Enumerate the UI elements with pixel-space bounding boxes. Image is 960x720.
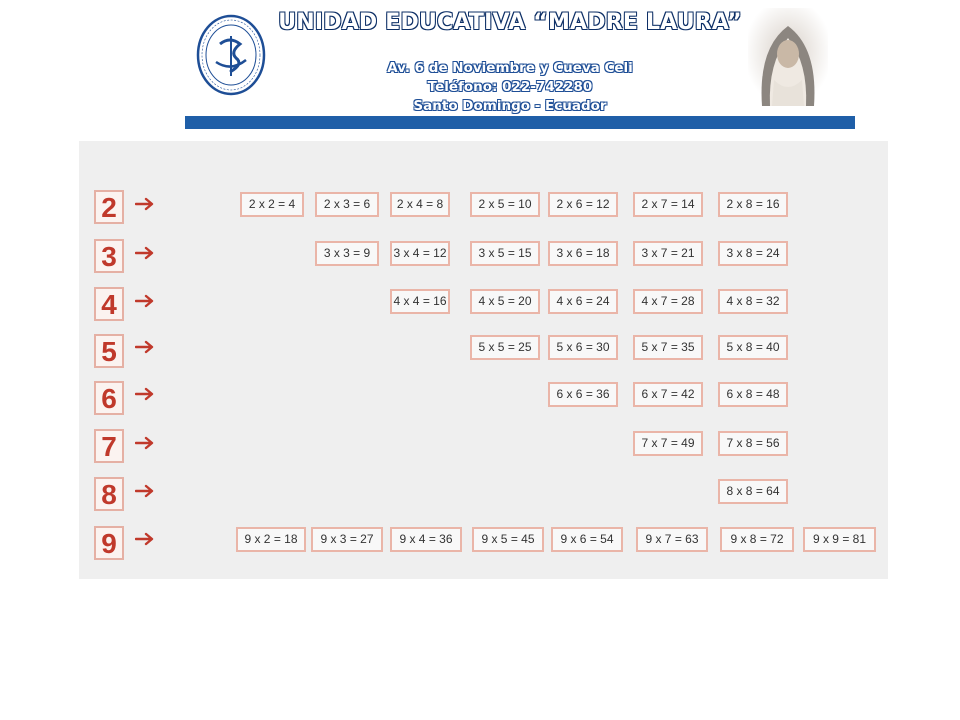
- row-number: 8: [94, 477, 124, 511]
- row-number: 3: [94, 239, 124, 273]
- product-cell: 5 x 7 = 35: [633, 335, 703, 360]
- school-city: Santo Domingo - Ecuador: [413, 98, 607, 114]
- product-cell: 4 x 8 = 32: [718, 289, 788, 314]
- product-cell: 2 x 7 = 14: [633, 192, 703, 217]
- product-cell: 5 x 6 = 30: [548, 335, 618, 360]
- product-cell: 4 x 4 = 16: [390, 289, 450, 314]
- row-number: 6: [94, 381, 124, 415]
- product-cell: 5 x 5 = 25: [470, 335, 540, 360]
- product-cell: 6 x 6 = 36: [548, 382, 618, 407]
- product-cell: 9 x 6 = 54: [551, 527, 623, 552]
- product-cell: 2 x 6 = 12: [548, 192, 618, 217]
- product-cell: 5 x 8 = 40: [718, 335, 788, 360]
- product-cell: 3 x 3 = 9: [315, 241, 379, 266]
- product-cell: 3 x 6 = 18: [548, 241, 618, 266]
- product-cell: 2 x 2 = 4: [240, 192, 304, 217]
- right-arrow-icon: [135, 246, 155, 260]
- product-cell: 8 x 8 = 64: [718, 479, 788, 504]
- product-cell: 4 x 6 = 24: [548, 289, 618, 314]
- product-cell: 6 x 8 = 48: [718, 382, 788, 407]
- header-divider: [185, 116, 855, 129]
- right-arrow-icon: [135, 197, 155, 211]
- right-arrow-icon: [135, 532, 155, 546]
- row-number: 2: [94, 190, 124, 224]
- row-number: 9: [94, 526, 124, 560]
- product-cell: 9 x 5 = 45: [472, 527, 544, 552]
- school-address: Av. 6 de Noviembre y Cueva Celi: [387, 60, 633, 76]
- product-cell: 2 x 3 = 6: [315, 192, 379, 217]
- school-phone: Teléfono: 022-742280: [427, 79, 593, 95]
- product-cell: 3 x 7 = 21: [633, 241, 703, 266]
- right-arrow-icon: [135, 387, 155, 401]
- madre-laura-portrait-icon: [748, 8, 828, 106]
- product-cell: 2 x 5 = 10: [470, 192, 540, 217]
- school-seal-icon: [196, 14, 266, 96]
- product-cell: 9 x 4 = 36: [390, 527, 462, 552]
- right-arrow-icon: [135, 484, 155, 498]
- product-cell: 2 x 4 = 8: [390, 192, 450, 217]
- product-cell: 7 x 7 = 49: [633, 431, 703, 456]
- product-cell: 9 x 7 = 63: [636, 527, 708, 552]
- row-number: 5: [94, 334, 124, 368]
- product-cell: 4 x 5 = 20: [470, 289, 540, 314]
- product-cell: 9 x 2 = 18: [236, 527, 306, 552]
- row-number: 4: [94, 287, 124, 321]
- product-cell: 6 x 7 = 42: [633, 382, 703, 407]
- right-arrow-icon: [135, 294, 155, 308]
- product-cell: 3 x 5 = 15: [470, 241, 540, 266]
- product-cell: 9 x 8 = 72: [720, 527, 794, 552]
- product-cell: 4 x 7 = 28: [633, 289, 703, 314]
- school-name: UNIDAD EDUCATIVA “MADRE LAURA”: [278, 10, 742, 35]
- product-cell: 9 x 9 = 81: [803, 527, 876, 552]
- letterhead: [0, 0, 960, 130]
- right-arrow-icon: [135, 340, 155, 354]
- product-cell: 3 x 8 = 24: [718, 241, 788, 266]
- product-cell: 7 x 8 = 56: [718, 431, 788, 456]
- multiplication-table-panel: [79, 141, 888, 579]
- product-cell: 3 x 4 = 12: [390, 241, 450, 266]
- row-number: 7: [94, 429, 124, 463]
- product-cell: 2 x 8 = 16: [718, 192, 788, 217]
- right-arrow-icon: [135, 436, 155, 450]
- product-cell: 9 x 3 = 27: [311, 527, 383, 552]
